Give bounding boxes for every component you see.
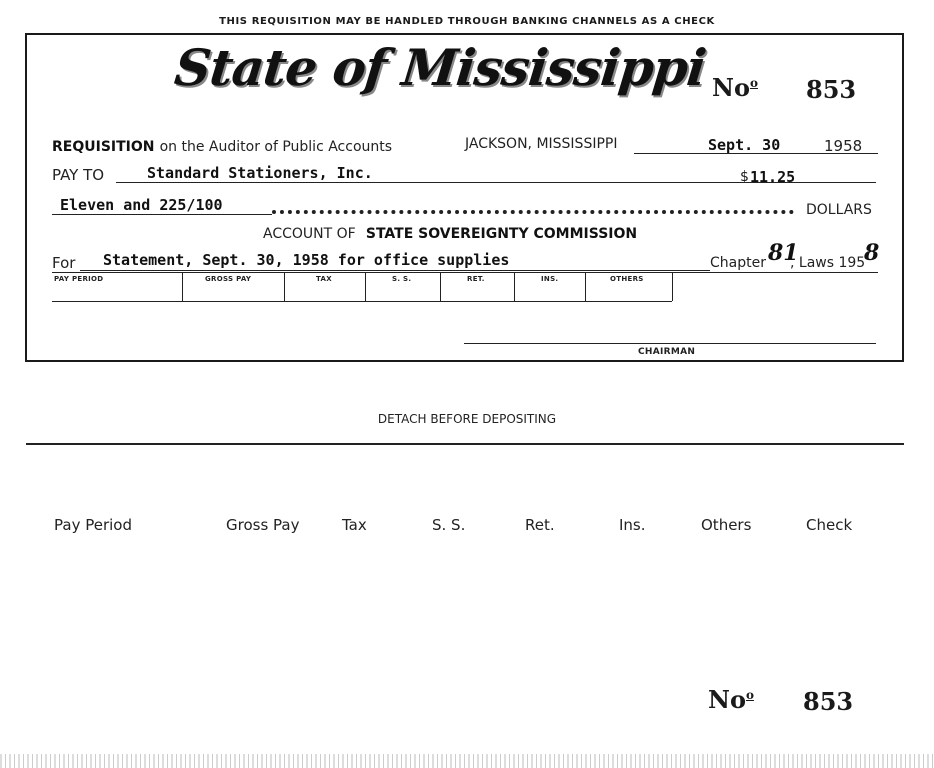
check-number: 853 bbox=[806, 75, 857, 104]
pay-table-divider bbox=[365, 272, 366, 301]
for-line bbox=[80, 270, 710, 271]
pay-table-bottom-line bbox=[52, 301, 672, 302]
pay-table-top-line bbox=[52, 272, 878, 273]
state-of-mississippi-logo: State of Mississippi bbox=[171, 38, 709, 97]
amount-dots bbox=[272, 210, 794, 214]
ins-head: INS. bbox=[541, 275, 559, 283]
stub-check: Check bbox=[806, 516, 853, 534]
date-value: Sept. 30 bbox=[708, 136, 781, 154]
tax-head: TAX bbox=[316, 275, 332, 283]
number-label: No$^o$ bbox=[712, 73, 758, 102]
detach-label: DETACH BEFORE DEPOSITING bbox=[377, 412, 557, 426]
payee-value: Standard Stationers, Inc. bbox=[147, 164, 373, 182]
gross-pay-head: GROSS PAY bbox=[205, 275, 252, 283]
stub-tax: Tax bbox=[342, 516, 367, 534]
pay-table-divider bbox=[440, 272, 441, 301]
amount-words-line bbox=[52, 214, 272, 215]
year-value: 1958 bbox=[824, 137, 863, 155]
pay-table-divider bbox=[182, 272, 183, 301]
chairman-label: CHAIRMAN bbox=[638, 347, 696, 357]
for-description: Statement, Sept. 30, 1958 for office supplies bbox=[103, 251, 510, 269]
stub-ss: S. S. bbox=[432, 516, 466, 534]
requisition-label: REQUISITION on the Auditor of Public Accounts bbox=[52, 139, 393, 155]
laws-year: 8 bbox=[864, 240, 880, 266]
amount-value: 11.25 bbox=[750, 168, 796, 186]
stub-others: Others bbox=[701, 516, 752, 534]
pay-table-divider bbox=[514, 272, 515, 301]
amount-words: Eleven and 225/100 bbox=[60, 196, 223, 214]
for-label: For bbox=[52, 254, 76, 272]
chapter-value: 81 bbox=[768, 240, 799, 266]
location-text: JACKSON, MISSISSIPPI bbox=[465, 136, 618, 152]
account-line: ACCOUNT OF STATE SOVEREIGNTY COMMISSION bbox=[263, 226, 638, 242]
torn-bottom-edge bbox=[0, 754, 934, 768]
pay-table-divider bbox=[672, 272, 673, 301]
pay-table-divider bbox=[284, 272, 285, 301]
banking-notice: THIS REQUISITION MAY BE HANDLED THROUGH BANKING CHANNELS AS A CHECK bbox=[219, 16, 715, 27]
chapter-label: Chapter bbox=[710, 255, 766, 271]
pay-table-divider bbox=[585, 272, 586, 301]
others-head: OTHERS bbox=[610, 275, 644, 283]
dollars-label: DOLLARS bbox=[806, 202, 872, 218]
ss-head: S. S. bbox=[392, 275, 412, 283]
stub-number-label: No$^o$ bbox=[708, 685, 754, 714]
stub-ret: Ret. bbox=[525, 516, 555, 534]
pay-period-head: PAY PERIOD bbox=[54, 275, 104, 283]
ret-head: RET. bbox=[467, 275, 485, 283]
stub-pay-period: Pay Period bbox=[54, 516, 132, 534]
pay-to-label: PAY TO bbox=[52, 166, 105, 184]
stub-ins: Ins. bbox=[619, 516, 646, 534]
dollar-sign: $ bbox=[740, 169, 749, 185]
laws-label: , Laws 195 bbox=[790, 255, 866, 271]
perforation-line bbox=[26, 443, 904, 445]
signature-line bbox=[464, 343, 876, 344]
stub-gross-pay: Gross Pay bbox=[226, 516, 300, 534]
stub-number: 853 bbox=[803, 687, 854, 716]
